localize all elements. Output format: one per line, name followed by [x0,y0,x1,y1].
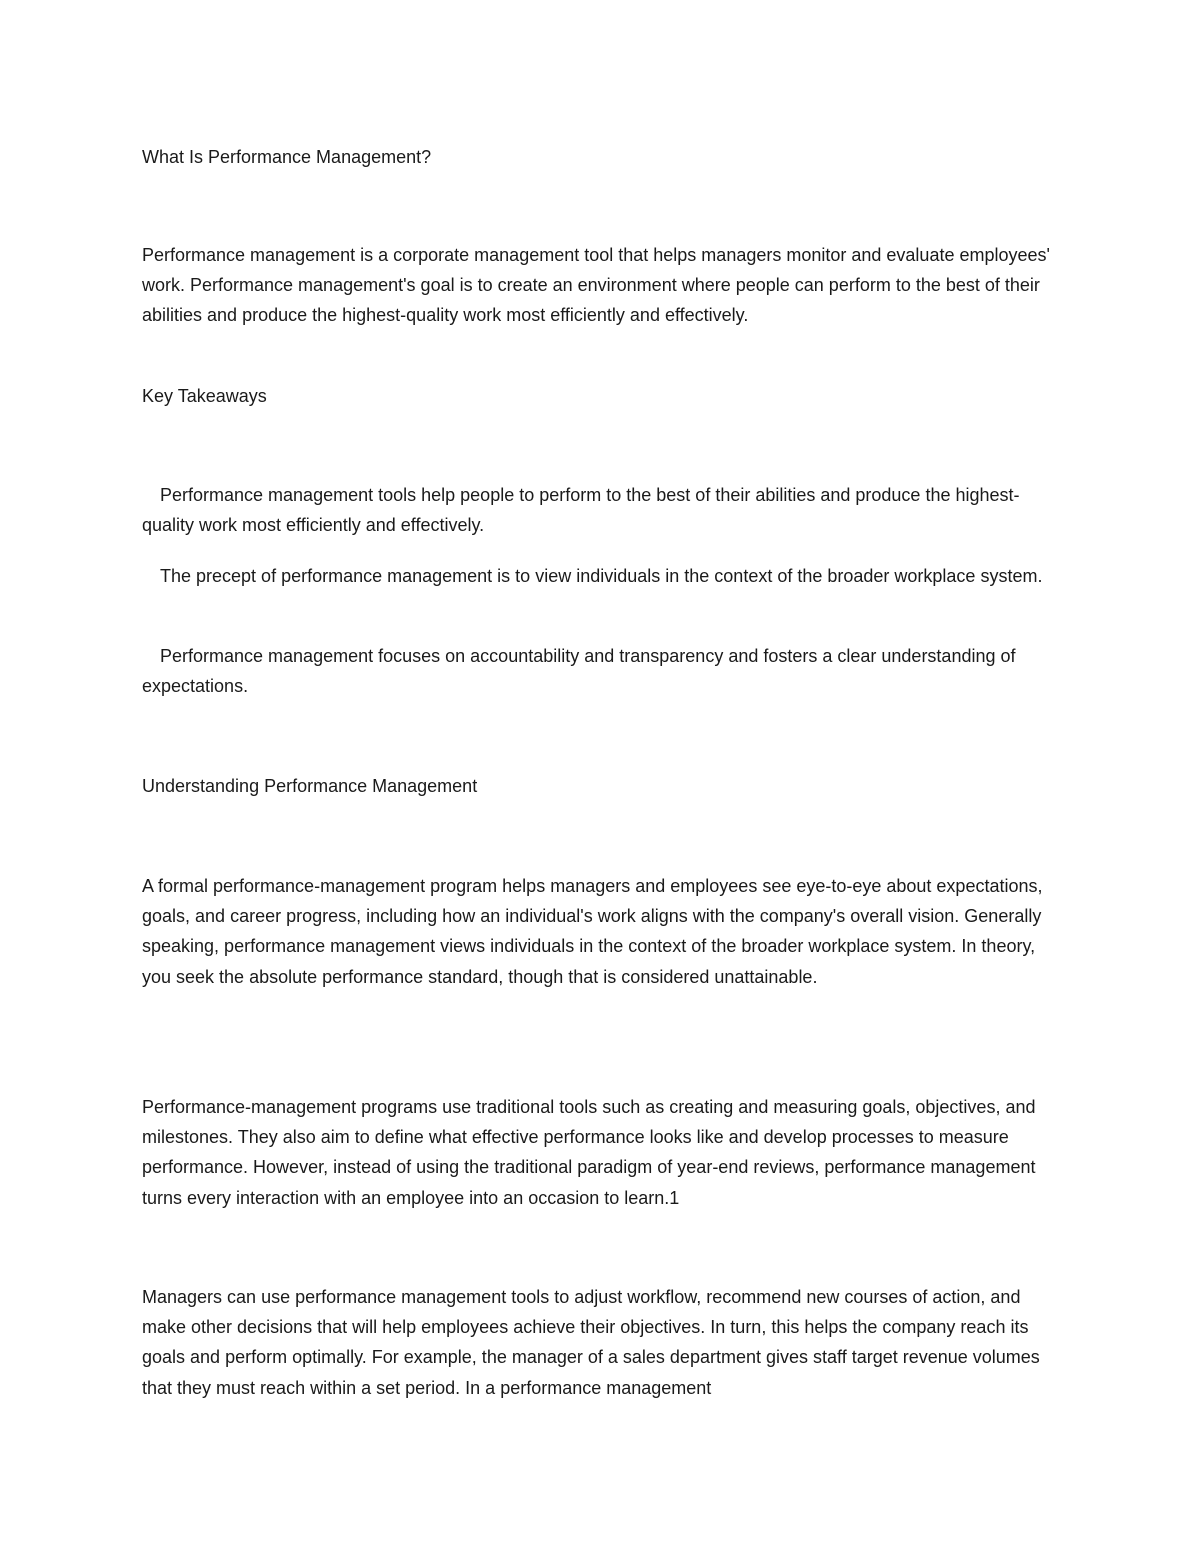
body-paragraph: A formal performance-management program helps managers and employees see eye-to-eye about expectations, goals, and career progress, including how an individual's work aligns with the company's overall vision. Generally speaking, performance management views individuals in the context of the broader workplace system. In theory, you seek the absolute performance standard, though that is considered unattainable. [142,876,1043,987]
key-takeaways-heading: Key Takeaways [142,386,267,406]
intro-paragraph: Performance management is a corporate management tool that helps managers monitor and evaluate employees' work. Performance management's goal is to create an environment where people can perform to the best of their abilities and produce the highest-quality work most efficiently and effectively. [142,245,1050,326]
key-takeaway-item: The precept of performance management is to view individuals in the context of the broader workplace system. [160,566,1043,586]
body-paragraph: Managers can use performance management tools to adjust workflow, recommend new courses of action, and make other decisions that will help employees achieve their objectives. In turn, this helps the company reach its goals and perform optimally. For example, the manager of a sales department gives staff target revenue volumes that they must reach within a set period. In a performance management [142,1287,1040,1398]
section-heading: Understanding Performance Management [142,776,478,796]
key-takeaway-item: Performance management tools help people to perform to the best of their abilities and produce the highest-quality work most efficiently and effectively. [142,485,1020,536]
body-paragraph: Performance-management programs use traditional tools such as creating and measuring goals, objectives, and milestones. They also aim to define what effective performance looks like and develop processes to measure performance. However, instead of using the traditional paradigm of year-end reviews, performance management turns every interaction with an employee into an occasion to learn.1 [142,1097,1036,1208]
key-takeaway-item: Performance management focuses on accountability and transparency and fosters a clear understanding of expectations. [142,646,1016,697]
document-title: What Is Performance Management? [142,147,432,167]
